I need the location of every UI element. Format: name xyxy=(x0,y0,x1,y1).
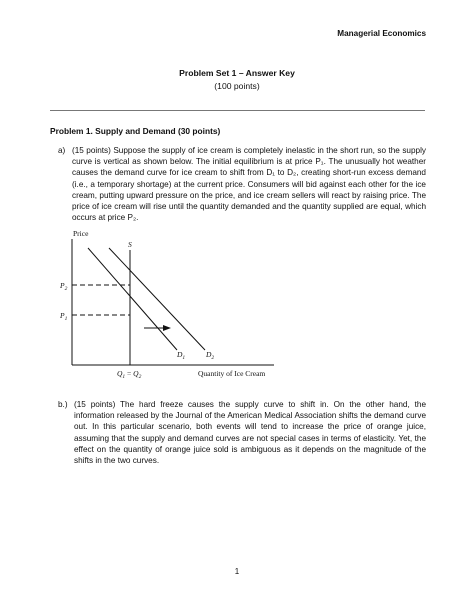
problem-1-heading: Problem 1. Supply and Demand (30 points) xyxy=(50,126,221,136)
horizontal-divider xyxy=(50,110,425,111)
page-number: 1 xyxy=(234,567,240,576)
part-b-text: (15 points) The hard freeze causes the supply curve to shift in. On the other hand, the information released by the Journal of the American Medical Association shifts the demand curve out. In this particular scenario, both events will tend to increase the price of orange juice, assuming that the supply and demand curves are not special cases in terms of elasticity. Yet, the effect on the quantity of orange juice sold is ambiguous as it depends on the magnitude of the shifts in the two curves. xyxy=(74,400,426,466)
x-axis-label: Quantity of Ice Cream xyxy=(198,369,266,378)
part-a-marker: a) xyxy=(58,146,66,155)
d1-label: $D_1$ xyxy=(177,350,186,361)
p1-label: $P_1$ xyxy=(60,311,68,322)
document-title: Problem Set 1 – Answer Key xyxy=(179,68,295,78)
part-a-paragraph xyxy=(60,145,426,223)
part-b-marker: b.) xyxy=(58,400,68,409)
arrow-head-icon xyxy=(163,325,171,331)
p2-label: $P_2$ xyxy=(60,281,68,292)
part-b-paragraph xyxy=(60,399,426,466)
demand-curve-d2 xyxy=(109,248,205,350)
quantity-equilibrium-label: $Q_1 = Q_2$ xyxy=(117,369,142,380)
demand-curve-d1 xyxy=(88,248,177,350)
d2-label: $D_2$ xyxy=(206,350,215,361)
y-axis-label: Price xyxy=(73,229,89,238)
document-subtitle: (100 points) xyxy=(214,81,260,91)
part-a-text: (15 points) Suppose the supply of ice cream is completely inelastic in the short run, so the supply curve is vertical as shown below. The initial equilibrium is at price P₁. The unusually hot weather causes the demand curve for ice cream to shift from D₁ to D₂, creating short-run excess demand (i.e., a temporary shortage) at the current price. Consumers will bid against each other for the ice cream, putting upward pressure on the price, and ice cream sellers will react by raising price. The price of ice cream will rise until the quantity demanded and the quantity supplied are equal, which occurs at price P₂. xyxy=(72,146,426,223)
course-header: Managerial Economics xyxy=(337,29,426,38)
supply-label: S xyxy=(128,240,132,249)
supply-demand-graph xyxy=(60,228,280,388)
